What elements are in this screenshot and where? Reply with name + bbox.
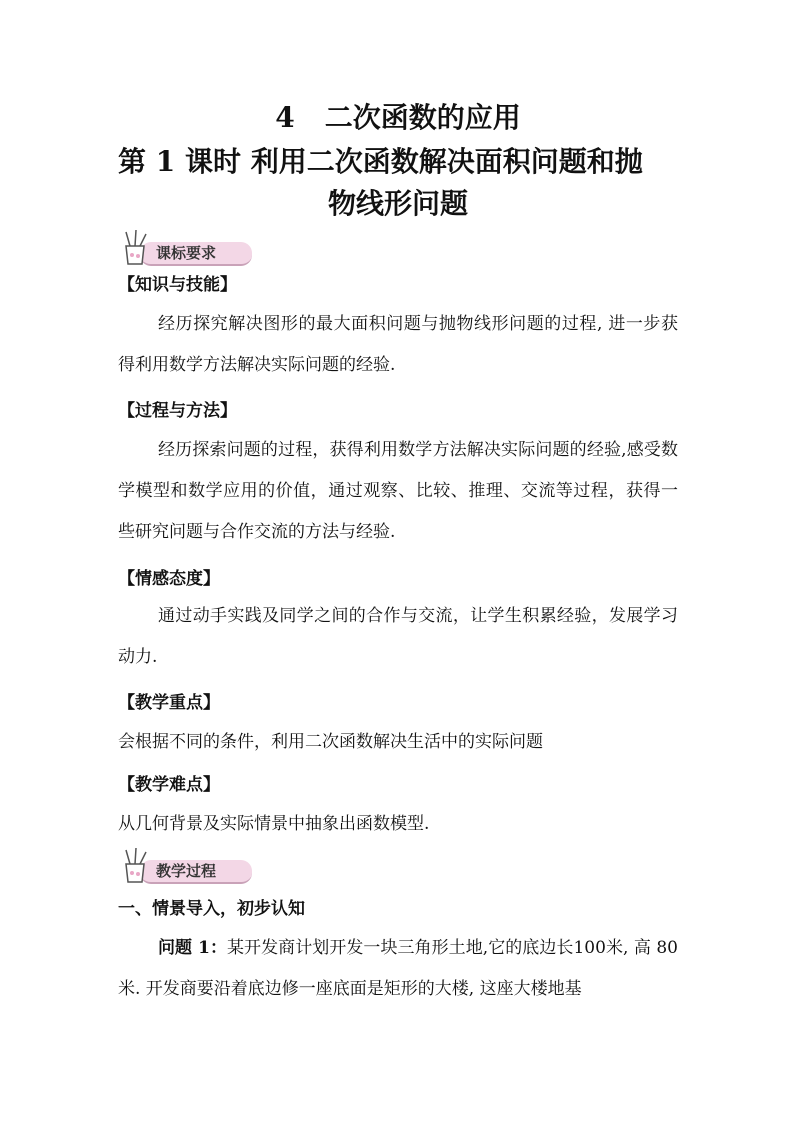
- key-heading: 【教学重点】: [118, 693, 220, 713]
- standards-badge-label: 课标要求: [156, 244, 217, 262]
- problem-label: 问题 1：: [158, 938, 227, 958]
- knowledge-text: 经历探究解决图形的最大面积问题与抛物线形问题的过程, 进一步获得利用数学方法解决实际问题的经验.: [118, 314, 678, 375]
- chapter-title: [118, 96, 678, 140]
- difficulty-heading: 【教学难点】: [118, 775, 220, 795]
- key-text: 会根据不同的条件，利用二次函数解决生活中的实际问题: [118, 732, 543, 752]
- emotion-heading: 【情感态度】: [118, 569, 220, 589]
- step1-heading: 一、情景导入，初步认知: [118, 899, 305, 919]
- process-badge-label: 教学过程: [156, 862, 217, 880]
- method-text: 经历探索问题的过程，获得利用数学方法解决实际问题的经验,感受数学模型和数学应用的价值，通过观察、比较、推理、交流等过程，获得一些研究问题与合作交流的方法与经验.: [118, 440, 678, 542]
- chapter-number: 4: [275, 101, 295, 134]
- problem-text: 某开发商计划开发一块三角形土地,它的底边长100米, 高 80 米. 开发商要沿着底边修一座底面是矩形的大楼, 这座大楼地基: [118, 938, 678, 999]
- chapter-name: 二次函数的应用: [324, 101, 521, 134]
- standards-badge: [118, 228, 258, 268]
- lesson-title: 第 1 课时 利用二次函数解决面积问题和抛: [118, 145, 643, 178]
- problem-1: [118, 928, 678, 1010]
- lesson-title-continued: 物线形问题: [327, 187, 468, 220]
- process-badge: [118, 846, 258, 886]
- cup-with-pencils-icon: [118, 846, 158, 886]
- knowledge-heading: 【知识与技能】: [118, 275, 237, 295]
- method-heading: 【过程与方法】: [118, 401, 237, 421]
- difficulty-text: 从几何背景及实际情景中抽象出函数模型.: [118, 814, 430, 834]
- emotion-text: 通过动手实践及同学之间的合作与交流，让学生积累经验，发展学习动力.: [118, 606, 678, 667]
- cup-with-pencils-icon: [118, 228, 158, 268]
